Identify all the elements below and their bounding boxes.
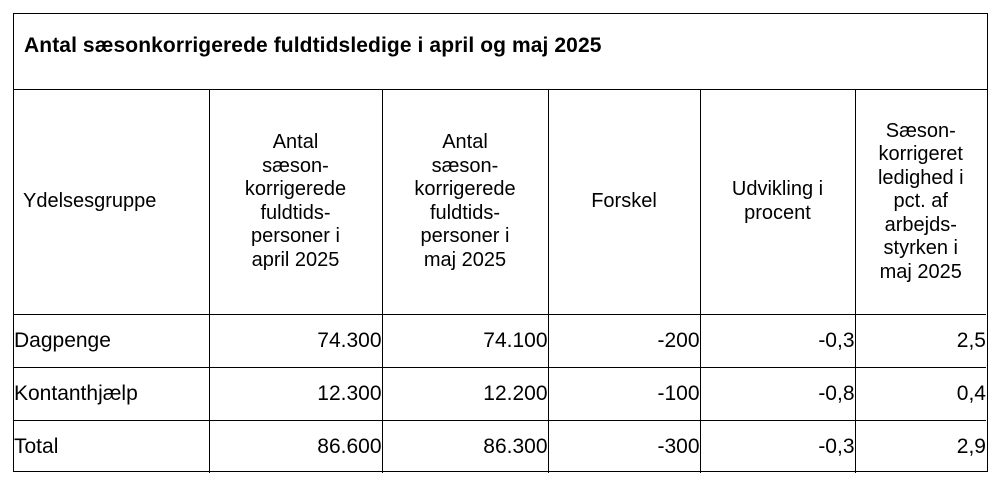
header-line: fuldtids- (429, 201, 501, 224)
header-line: Forskel (591, 190, 657, 212)
header-line: sæson- (262, 154, 329, 177)
header-line: Antal (442, 131, 488, 154)
row-label: Total (14, 420, 209, 473)
header-maj-2025 (382, 90, 548, 314)
header-line: april 2025 (251, 248, 340, 271)
cell-udvikling: -0,8 (700, 367, 855, 420)
header-line: korrigerede (244, 178, 347, 201)
header-line: Sæson- (885, 119, 956, 142)
cell-forskel: -100 (548, 367, 700, 420)
header-line: styrken i (883, 237, 958, 259)
cell-udvikling: -0,3 (700, 420, 855, 473)
header-line: Ydelsesgruppe (23, 190, 157, 212)
cell-maj: 12.200 (382, 367, 548, 420)
header-line: procent (744, 201, 811, 224)
cell-ledighed: 2,9 (855, 420, 986, 473)
cell-april: 86.600 (209, 420, 382, 473)
table-title: Antal sæsonkorrigerede fuldtidsledige i april og maj 2025 (24, 34, 602, 57)
cell-forskel: -200 (548, 314, 700, 367)
header-line: korrigerede (414, 178, 516, 201)
header-line: personer i (420, 225, 510, 248)
header-line: ledighed i (877, 166, 964, 189)
cell-forskel: -300 (548, 420, 700, 473)
table-row (14, 420, 986, 473)
row-label: Kontanthjælp (14, 367, 209, 420)
cell-udvikling: -0,3 (700, 314, 855, 367)
table-row (14, 367, 986, 420)
cell-april: 12.300 (209, 367, 382, 420)
table-title-row (14, 14, 987, 90)
header-ledighed-pct (855, 90, 986, 314)
header-line: Antal (272, 131, 319, 154)
header-april-2025 (209, 90, 382, 314)
header-line: sæson- (431, 154, 499, 177)
header-forskel (548, 90, 700, 314)
header-line: korrigeret (878, 143, 963, 165)
cell-ledighed: 2,5 (855, 314, 986, 367)
header-line: arbejds- (884, 213, 957, 236)
cell-april: 74.300 (209, 314, 382, 367)
cell-maj: 74.100 (382, 314, 548, 367)
header-line: Udvikling i (731, 178, 824, 201)
header-line: maj 2025 (423, 248, 507, 271)
cell-ledighed: 0,4 (855, 367, 986, 420)
table-frame (13, 13, 988, 472)
header-ydelsesgruppe (14, 90, 209, 314)
unemployment-table (14, 90, 986, 473)
header-line: fuldtids- (260, 201, 331, 224)
header-row (14, 90, 986, 314)
row-label: Dagpenge (14, 314, 209, 367)
header-line: personer i (251, 225, 340, 248)
header-line: pct. af (893, 190, 948, 212)
cell-maj: 86.300 (382, 420, 548, 473)
header-line: maj 2025 (879, 260, 962, 283)
header-udvikling (700, 90, 855, 314)
table-row (14, 314, 986, 367)
